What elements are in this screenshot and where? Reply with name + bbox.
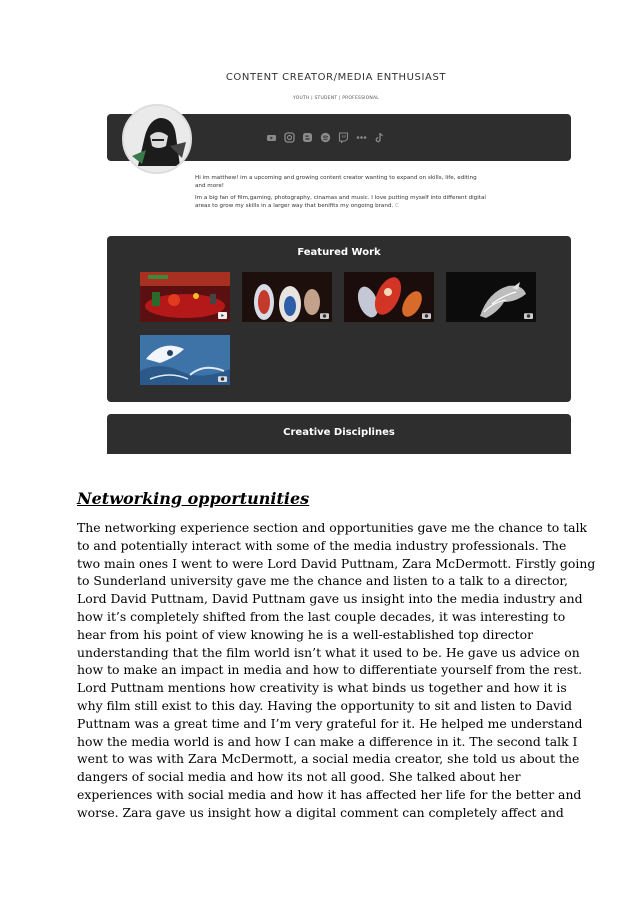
- text-line: went to was with Zara McDermott, a social media creator, she told us about the: [77, 751, 580, 767]
- text-line: worse. Zara gave us insight how a digital comment can completely affect and: [77, 804, 564, 820]
- camera-icon: [422, 312, 431, 319]
- featured-thumbnail[interactable]: [140, 335, 230, 385]
- twitch-icon[interactable]: [338, 132, 349, 143]
- avatar: [122, 104, 192, 174]
- camera-icon: [524, 312, 533, 319]
- social-links: [266, 130, 385, 144]
- featured-work-title: Featured Work: [297, 247, 381, 258]
- instagram-icon[interactable]: [284, 132, 295, 143]
- text-line: how to make an impact in media and how to differentiate yourself from the rest.: [77, 662, 583, 678]
- camera-icon: [320, 312, 329, 319]
- creative-disciplines-section: [107, 414, 571, 454]
- text-line: to and potentially interact with some of the media industry professionals. The: [77, 537, 567, 553]
- text-line: two main ones I went to were Lord David Puttnam, Zara McDermott. Firstly going: [77, 555, 596, 571]
- featured-thumbnail[interactable]: [242, 272, 332, 322]
- play-icon: [218, 312, 227, 319]
- profile-subtitle: YOUTH | STUDENT | PROFESSIONAL: [293, 96, 379, 101]
- body-paragraph: [77, 519, 596, 822]
- text-line: how the media world is and how I can make a difference in it. The second talk I: [77, 733, 578, 749]
- camera-icon: [218, 375, 227, 382]
- text-line: to Sunderland university gave me the chance and listen to a talk to a director,: [77, 573, 568, 589]
- text-line: Lord David Puttnam, David Puttnam gave us insight into the media industry and: [77, 591, 583, 607]
- blogger-icon[interactable]: [302, 132, 313, 143]
- text-line: understanding that the film world isn’t what it used to be. He gave us advice on: [77, 644, 580, 660]
- tiktok-icon[interactable]: [374, 132, 385, 143]
- profile-title: CONTENT CREATOR/MEDIA ENTHUSIAST: [225, 72, 447, 83]
- text-line: why film still exist to this day. Having the opportunity to sit and listen to David: [77, 697, 573, 713]
- creative-disciplines-title: Creative Disciplines: [283, 427, 395, 438]
- section-heading: Networking opportunities: [77, 489, 310, 508]
- text-line: dangers of social media and how its not all good. She talked about her: [77, 769, 521, 785]
- bio-end-mark: C: [395, 203, 399, 209]
- profile-bio: [195, 174, 487, 214]
- bio-line: Im a big fan of film,gaming, photography, cinamas and music. I love putting myself into different digital areas to grow my skills in a larger way that benifits my ongoing brand. C: [195, 195, 486, 209]
- text-line: Lord Puttnam mentions how creativity is what binds us together and how it is: [77, 680, 567, 696]
- text-line: The networking experience section and opportunities gave me the chance to talk: [77, 520, 588, 535]
- more-icon[interactable]: [356, 132, 367, 143]
- featured-work-section: [107, 236, 571, 402]
- youtube-icon[interactable]: [266, 132, 277, 143]
- text-line: hear from his point of view knowing he is a well-established top director: [77, 626, 534, 642]
- text-line: experiences with social media and how it has affected her life for the better and: [77, 786, 582, 802]
- bio-line: Hi im matthew! im a upcoming and growing content creator wanting to expand on skills, life, editing and more!: [195, 175, 477, 189]
- spotify-icon[interactable]: [320, 132, 331, 143]
- featured-thumbnail[interactable]: [446, 272, 536, 322]
- text-line: how it’s completely shifted from the last couple decades, it was interesting to: [77, 608, 566, 624]
- featured-thumbnail[interactable]: [344, 272, 434, 322]
- text-line: Puttnam was a great time and I’m very grateful for it. He helped me understand: [77, 715, 583, 731]
- featured-thumbnail[interactable]: [140, 272, 230, 322]
